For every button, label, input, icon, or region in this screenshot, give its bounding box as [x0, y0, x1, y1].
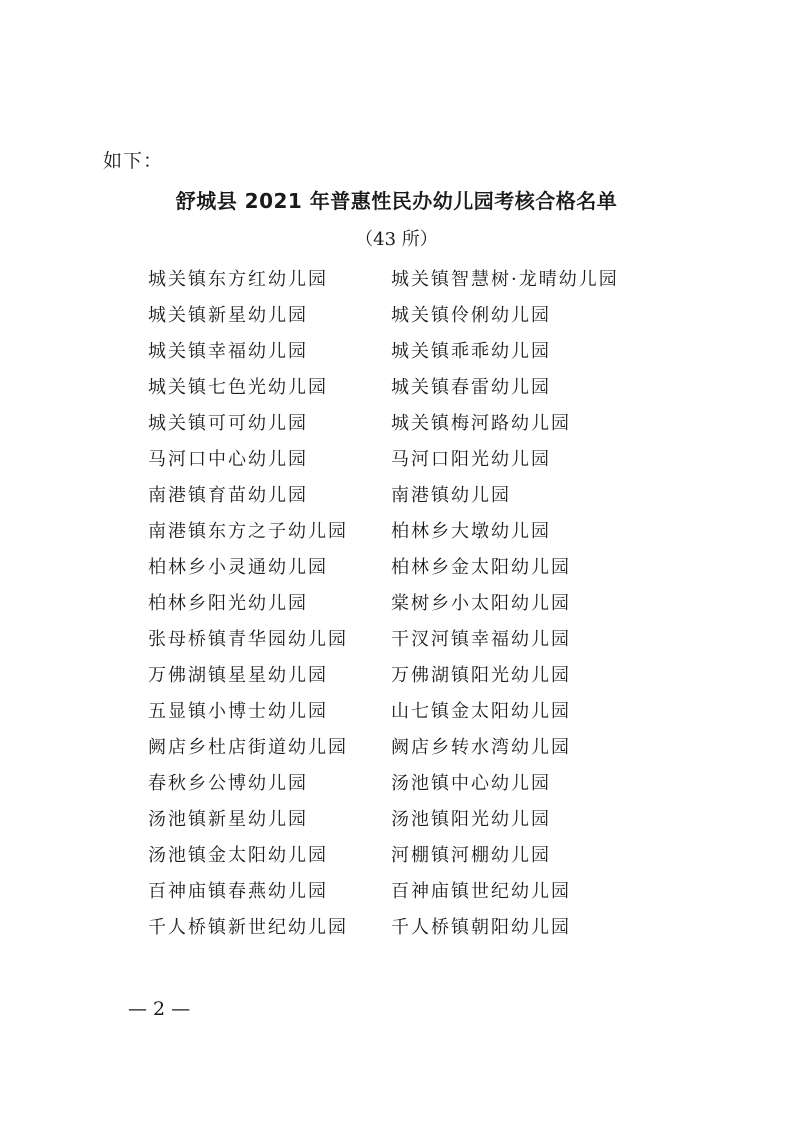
list-item: 张母桥镇青华园幼儿园 [148, 629, 348, 650]
list-row [148, 656, 668, 692]
list-item: 汤池镇阳光幼儿园 [391, 809, 551, 830]
list-row [148, 296, 668, 332]
list-item: 阙店乡转水湾幼儿园 [391, 737, 571, 758]
list-item: 柏林乡阳光幼儿园 [148, 593, 308, 614]
page-number: — 2 — [128, 998, 191, 1020]
list-item: 南港镇育苗幼儿园 [148, 485, 308, 506]
list-row [148, 692, 668, 728]
list-item: 柏林乡小灵通幼儿园 [148, 557, 328, 578]
list-item: 城关镇七色光幼儿园 [148, 377, 328, 398]
list-row [148, 764, 668, 800]
list-row [148, 620, 668, 656]
list-item: 马河口阳光幼儿园 [391, 449, 551, 470]
list-row [148, 908, 668, 944]
list-item: 柏林乡大墩幼儿园 [391, 521, 551, 542]
list-item: 柏林乡金太阳幼儿园 [391, 557, 571, 578]
list-item: 城关镇春雷幼儿园 [391, 377, 551, 398]
list-row [148, 512, 668, 548]
list-item: 百神庙镇春燕幼儿园 [148, 881, 328, 902]
list-row [148, 476, 668, 512]
list-row [148, 332, 668, 368]
list-row [148, 440, 668, 476]
list-item: 五显镇小博士幼儿园 [148, 701, 328, 722]
list-row [148, 584, 668, 620]
list-item: 万佛湖镇阳光幼儿园 [391, 665, 571, 686]
list-row [148, 728, 668, 764]
list-item: 汤池镇中心幼儿园 [391, 773, 551, 794]
list-row [148, 872, 668, 908]
list-item: 千人桥镇新世纪幼儿园 [148, 917, 348, 938]
list-row [148, 368, 668, 404]
list-row [148, 836, 668, 872]
intro-text: 如下： [103, 150, 164, 172]
list-item: 城关镇伶俐幼儿园 [391, 305, 551, 326]
list-item: 千人桥镇朝阳幼儿园 [391, 917, 571, 938]
list-item: 城关镇梅河路幼儿园 [391, 413, 571, 434]
list-item: 阙店乡杜店街道幼儿园 [148, 737, 348, 758]
list-item: 河棚镇河棚幼儿园 [391, 845, 551, 866]
list-item: 山七镇金太阳幼儿园 [391, 701, 571, 722]
list-row [148, 404, 668, 440]
list-item: 南港镇东方之子幼儿园 [148, 521, 348, 542]
count-label: （43 所） [355, 229, 438, 250]
list-item: 城关镇可可幼儿园 [148, 413, 308, 434]
list-item: 城关镇乖乖幼儿园 [391, 341, 551, 362]
list-item: 汤池镇金太阳幼儿园 [148, 845, 328, 866]
list-row [148, 260, 668, 296]
list-item: 万佛湖镇星星幼儿园 [148, 665, 328, 686]
list-row [148, 800, 668, 836]
list-item: 百神庙镇世纪幼儿园 [391, 881, 571, 902]
list-item: 城关镇幸福幼儿园 [148, 341, 308, 362]
page-title: 舒城县 2021 年普惠性民办幼儿园考核合格名单 [175, 189, 618, 213]
list-item: 马河口中心幼儿园 [148, 449, 308, 470]
kindergarten-list [148, 260, 668, 944]
list-item: 汤池镇新星幼儿园 [148, 809, 308, 830]
list-item: 城关镇智慧树·龙晴幼儿园 [391, 269, 619, 290]
list-item: 春秋乡公博幼儿园 [148, 773, 308, 794]
list-item: 棠树乡小太阳幼儿园 [391, 593, 571, 614]
list-item: 干汊河镇幸福幼儿园 [391, 629, 571, 650]
list-item: 城关镇新星幼儿园 [148, 305, 308, 326]
list-item: 南港镇幼儿园 [391, 485, 511, 506]
list-item: 城关镇东方红幼儿园 [148, 269, 328, 290]
list-row [148, 548, 668, 584]
